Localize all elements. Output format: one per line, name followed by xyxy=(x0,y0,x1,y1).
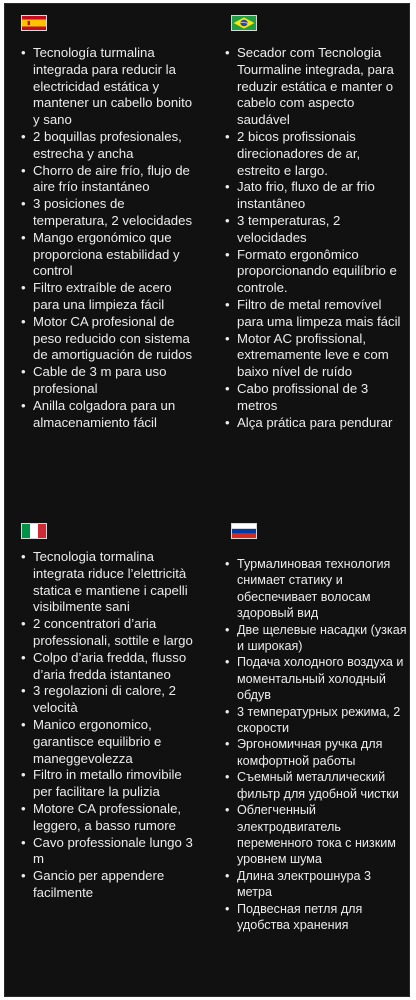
list-item: • 3 regolazioni di calore, 2 velocità xyxy=(21,683,199,717)
list-item: • Gancio per appendere facilmente xyxy=(21,868,199,902)
brazil-flag-icon xyxy=(231,15,257,31)
italy-flag-icon xyxy=(21,523,47,539)
list-item: • Formato ergonômico proporcionando equilíbrio e controle. xyxy=(225,247,405,297)
list-item: • Motore CA professionale, leggero, a basso rumore xyxy=(21,801,199,835)
spain-flag-icon xyxy=(21,15,47,31)
list-item: • Filtro extraíble de acero para una limpieza fácil xyxy=(21,280,199,314)
list-item: • Турмалиновая технология снимает статику и обеспечивает волосам здоровый вид xyxy=(225,556,409,622)
list-item: • Colpo d’aria fredda, flusso d’aria fredda istantaneo xyxy=(21,650,199,684)
list-item: • Tecnologia tormalina integrata riduce l’elettricità statica e mantiene i capelli visibilmente sani xyxy=(21,549,199,616)
list-item: • Tecnología turmalina integrada para reducir la electricidad estática y mantener un cabello bonito y sano xyxy=(21,45,199,129)
list-item: • Filtro in metallo rimovibile per facilitare la pulizia xyxy=(21,767,199,801)
list-item: • Motor CA profesional de peso reducido con sistema de amortiguación de ruidos xyxy=(21,314,199,364)
russia-flag-icon xyxy=(231,523,257,539)
list-item: • Облегченный электродвигатель переменного тока с низким уровнем шума xyxy=(225,802,409,868)
list-item: • 2 boquillas profesionales, estrecha y ancha xyxy=(21,129,199,163)
list-item: • 3 temperaturas, 2 velocidades xyxy=(225,213,405,247)
list-item: • Chorro de aire frío, flujo de aire frío instantáneo xyxy=(21,163,199,197)
list-item: • Secador com Tecnologia Tourmaline integrada, para reduzir estática e manter o cabelo com aspecto saudável xyxy=(225,45,405,129)
section-russian xyxy=(213,516,408,996)
list-item: • Подвесная петля для удобства хранения xyxy=(225,901,409,934)
feature-list-russian xyxy=(225,556,409,933)
list-item: • Эргономичная ручка для комфортной работы xyxy=(225,736,409,769)
list-item: • Jato frio, fluxo de ar frio instantâneo xyxy=(225,179,405,213)
features-panel xyxy=(4,3,410,997)
list-item: • 2 concentratori d’aria professionali, sottile e largo xyxy=(21,616,199,650)
section-italian xyxy=(11,516,201,996)
feature-list-italian xyxy=(21,549,199,902)
list-item: • Cable de 3 m para uso profesional xyxy=(21,364,199,398)
feature-list-portuguese xyxy=(225,45,405,431)
list-item: • Съемный металлический фильтр для удобной чистки xyxy=(225,769,409,802)
list-item: • Cabo profissional de 3 metros xyxy=(225,381,405,415)
list-item: • Alça prática para pendurar xyxy=(225,415,405,432)
section-portuguese xyxy=(213,9,408,479)
list-item: • Длина электрошнура 3 метра xyxy=(225,868,409,901)
list-item: • 2 bicos profissionais direcionadores de ar, estreito e largo. xyxy=(225,129,405,179)
list-item: • Две щелевые насадки (узкая и широкая) xyxy=(225,622,409,655)
list-item: • Подача холодного воздуха и моментальный холодный обдув xyxy=(225,654,409,703)
list-item: • Filtro de metal removível para uma limpeza mais fácil xyxy=(225,297,405,331)
list-item: • Motor AC profissional, extremamente leve e com baixo nível de ruído xyxy=(225,331,405,381)
list-item: • 3 posiciones de temperatura, 2 velocidades xyxy=(21,196,199,230)
section-spanish xyxy=(11,9,201,479)
list-item: • Mango ergonómico que proporciona estabilidad y control xyxy=(21,230,199,280)
list-item: • 3 температурных режима, 2 скорости xyxy=(225,704,409,737)
list-item: • Anilla colgadora para un almacenamiento fácil xyxy=(21,398,199,432)
feature-list-spanish xyxy=(21,45,199,431)
list-item: • Cavo professionale lungo 3 m xyxy=(21,835,199,869)
list-item: • Manico ergonomico, garantisce equilibrio e maneggevolezza xyxy=(21,717,199,767)
